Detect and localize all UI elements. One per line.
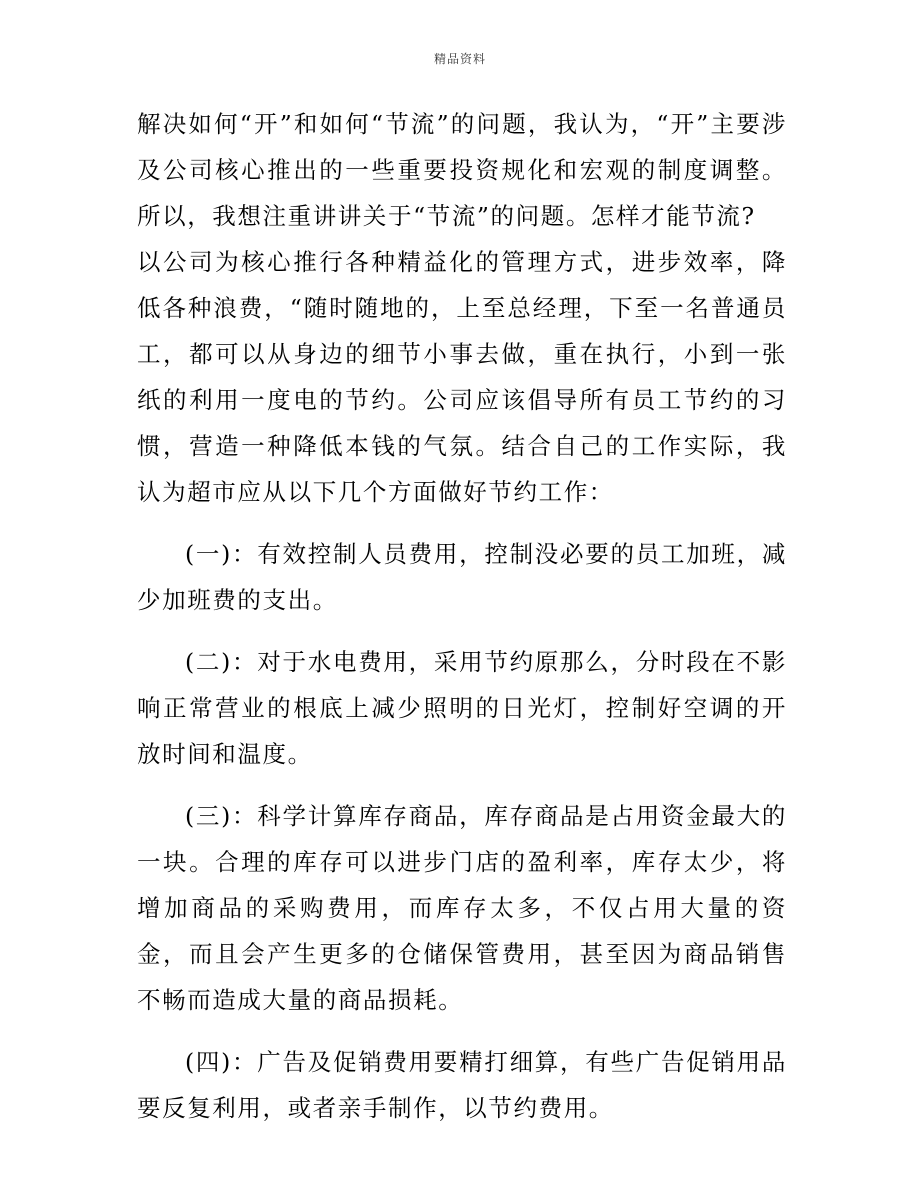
paragraph-item-2: (二)：对于水电费用，采用节约原那么，分时段在不影响正常营业的根底上减少照明的日光灯，控制好空调的开放时间和温度。 (137, 648, 787, 768)
paragraph-intro: 解决如何“开”和如何“节流”的问题，我认为，“开”主要涉及公司核心推出的一些重要投资规化和宏观的制度调整。所以，我想注重讲讲关于“节流”的问题。怎样才能节流? (137, 110, 787, 230)
paragraph-approach: 以公司为核心推行各种精益化的管理方式，进步效率，降低各种浪费，“随时随地的，上至总经理，下至一名普通员工，都可以从身边的细节小事去做，重在执行，小到一张纸的利用一度电的节约。公司应该倡导所有员工节约的习惯，营造一种降低本钱的气氛。结合自己的工作实际，我认为超市应从以下几个方面做好节约工作： (137, 248, 787, 506)
paragraph-item-1: (一)：有效控制人员费用，控制没必要的员工加班，减少加班费的支出。 (137, 540, 787, 614)
document-body (137, 101, 787, 1131)
paragraph-item-4: (四)：广告及促销费用要精打细算，有些广告促销用品要反复利用，或者亲手制作，以节约费用。 (137, 1048, 787, 1122)
paragraph-item-3: (三)：科学计算库存商品，库存商品是占用资金最大的一块。合理的库存可以进步门店的盈利率，库存太少，将增加商品的采购费用，而库存太多，不仅占用大量的资金，而且会产生更多的仓储保管费用，甚至因为商品销售不畅而造成大量的商品损耗。 (137, 802, 787, 1014)
page-header: 精品资料 (433, 52, 486, 66)
